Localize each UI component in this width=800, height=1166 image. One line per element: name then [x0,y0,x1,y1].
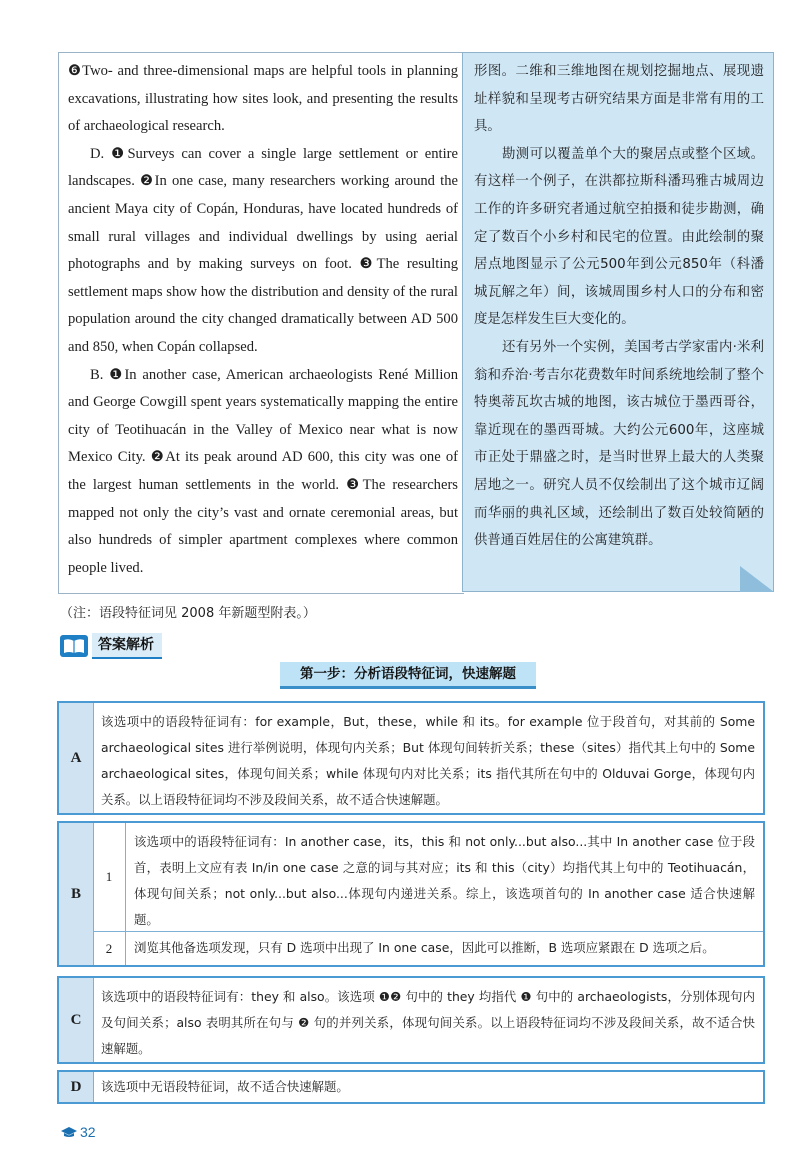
option-analysis: 该选项中的语段特征词有：they 和 also。该选项 ❶❷ 句中的 they 均指代 ❶ 句中的 archaeologists，分别体现句内及句间关系；also 表明其所在句与 ❷ 句的并列关系，体现句间关系。以上语段特征词均不涉及段间关系，故不适合快速解题。 [101,989,755,1056]
answer-table-a [57,701,765,815]
table-row [93,932,763,965]
answer-table-d [57,1070,765,1104]
page-number-group [60,1124,96,1140]
passage-chinese [474,58,764,555]
passage-english [68,58,458,582]
open-book-icon [60,635,88,657]
passage-en-paragraph: ❻Two- and three-dimensional maps are helpful tools in planning excavations, illustrating how sites look, and presenting the results of archaeological research. [68,63,458,135]
row-text: 该选项中的语段特征词有：In another case，its，this 和 not only...but also...其中 In another case 位于段首，表明上文应有表 In/in one case 之意的词与其对应；its 和 this（city）均指代其上句中的 Teotihuacán，体现句间关系；not only...but also...体现句内递进关系。综上，该选项首句的 In another case 适合快速解题。 [134,834,755,927]
section-header [60,634,162,658]
row-text: 浏览其他备选项发现，只有 D 选项中出现了 In one case，因此可以推断，B 选项应紧跟在 D 选项之后。 [134,940,715,955]
option-analysis: 该选项中无语段特征词，故不适合快速解题。 [101,1079,349,1094]
footnote: （注：语段特征词见 2008 年新题型附表。） [60,606,316,621]
passage-zh-paragraph: 勘测可以覆盖单个大的聚居点或整个区域。有这样一个例子，在洪都拉斯科潘玛雅古城周边工作的许多研究者通过航空拍摄和徒步勘测，确定了数百个小乡村和民宅的位置。由此绘制的聚居点地图显示了公元500年到公元850年（科潘城瓦解之年）间，该城周围乡村人口的分布和密度是怎样发生巨大变化的。 [474,146,764,328]
step-banner: 第一步：分析语段特征词，快速解题 [280,662,536,689]
passage-en-paragraph: D. ❶Surveys can cover a single large settlement or entire landscapes. ❷In one case, many researchers working around the ancient Maya city of Copán, Honduras, have located hundreds of small rural villages and individual dwellings by using aerial photographs and by making surveys on foot. ❸The resulting settlement maps show how the distribution and density of the rural population around the city changed dramatically between AD 500 and 850, when Copán collapsed. [68,145,458,355]
page-curl-decoration [740,566,774,592]
option-letter: C [59,978,94,1062]
answer-table-c [57,976,765,1064]
option-letter: A [59,703,94,813]
page-number: 32 [80,1124,96,1140]
passage-zh-paragraph: 还有另外一个实例，美国考古学家雷内·米利翁和乔治·考吉尔花费数年时间系统地绘制了整个特奥蒂瓦坎古城的地图，该古城位于墨西哥谷，靠近现在的墨西哥城。大约公元600年，这座城市正处于鼎盛之时，是当时世界上最大的人类聚居地之一。研究人员不仅绘制出了这个城市辽阔而华丽的典礼区域，还绘制出了数百处较简陋的供普通百姓居住的公寓建筑群。 [474,339,764,549]
section-title: 答案解析 [92,633,162,659]
passage-zh-paragraph: 形图。二维和三维地图在规划挖掘地点、展现遗址样貌和呈现考古研究结果方面是非常有用的工具。 [474,64,764,135]
passage-en-paragraph: B. ❶In another case, American archaeologists René Million and George Cowgill spent years systematically mapping the entire city of Teotihuacán in the Valley of Mexico near what is now Mexico City. ❷At its peak around AD 600, this city was one of the largest human settlements in the world. ❸The researchers mapped not only the city’s vast and ornate ceremonial areas, but also hundreds of simpler apartment complexes where common people lived. [68,366,458,576]
graduation-cap-icon [60,1126,78,1138]
row-number: 2 [93,932,126,965]
row-number: 1 [93,823,126,931]
table-row [93,823,763,932]
option-analysis: 该选项中的语段特征词有：for example，But，these，while 和 its。for example 位于段首句，对其前的 Some archaeological sites 进行举例说明，体现句内关系；But 体现句间转折关系；these（sites）指代其上句中的 Some archaeological sites，体现句间关系；while 体现句内对比关系；its 指代其所在句中的 Olduvai Gorge，体现句内关系。以上语段特征词均不涉及段间关系，故不适合快速解题。 [101,714,755,807]
answer-table-b [57,821,765,967]
option-letter: B [59,823,94,965]
option-letter: D [59,1072,94,1102]
